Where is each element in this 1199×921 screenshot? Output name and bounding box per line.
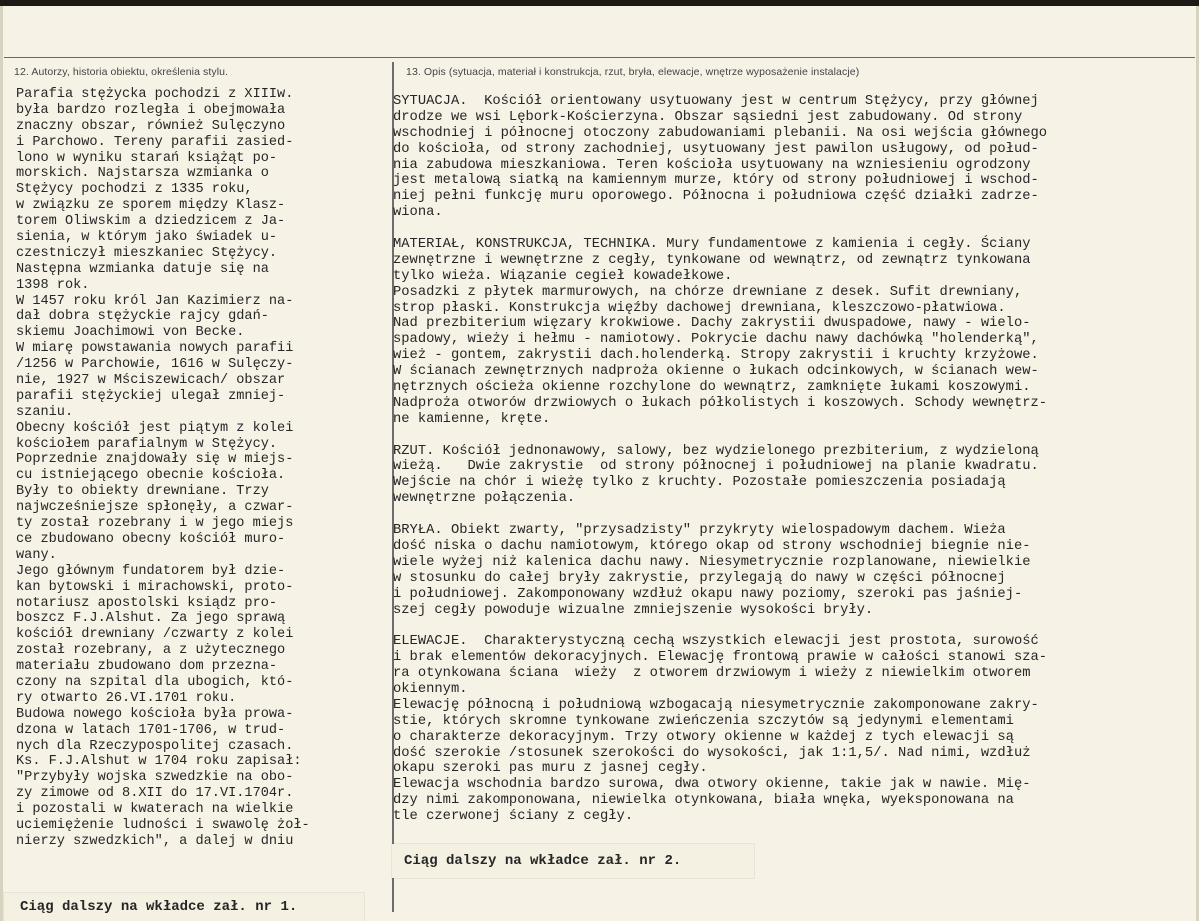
history-line: W 1457 roku król Jan Kazimierz na- bbox=[16, 293, 294, 309]
description-line: W ścianach zewnętrznych nadproża okienne o łukach odcinkowych, w ścianach wew- bbox=[393, 364, 1039, 380]
description-line: Elewacja wschodnia bardzo surowa, dwa otwory okienne, takie jak w nawie. Mię- bbox=[393, 777, 1031, 793]
history-line: Ks. F.J.Alshut w 1704 roku zapisał: bbox=[16, 754, 302, 770]
history-line: Stężycy pochodzi z 1335 roku, bbox=[16, 182, 253, 198]
description-line: nia zabudowa mieszkaniowa. Teren kościoła usytuowany na wzniesieniu ogrodzony bbox=[393, 157, 1031, 173]
history-line: Parafia stężycka pochodzi z XIIIw. bbox=[16, 87, 294, 102]
history-line: znaczny obszar, również Sulęczyno bbox=[16, 118, 286, 134]
description-text-column bbox=[393, 94, 1047, 825]
description-line bbox=[393, 507, 1047, 523]
history-line: uciemiężenie ludności i swawolę żoł- bbox=[16, 817, 310, 833]
history-line: Jego głównym fundatorem był dzie- bbox=[16, 563, 286, 579]
description-line: wewnętrzne połączenia. bbox=[393, 491, 576, 507]
history-line: Poprzednie znajdowały się w miejs- bbox=[16, 452, 294, 468]
description-line: MATERIAŁ, KONSTRUKCJA, TECHNIKA. Mury fundamentowe z kamienia i cegły. Ściany bbox=[393, 237, 1031, 253]
description-line: do kościoła, od strony zachodniej, usytuowany jest pawilon usługowy, od połud- bbox=[393, 141, 1039, 157]
history-line: była bardzo rozległa i obejmowała bbox=[16, 102, 286, 118]
description-line: strop płaski. Konstrukcja więźby dachowej drewniana, kleszczowo-płatwiowa. bbox=[393, 300, 1006, 316]
history-line: Były to obiekty drewniane. Trzy bbox=[16, 484, 269, 500]
description-line: ra otynkowana ściana wieży z otworem drzwiowym i wieży z niewielkim otworem bbox=[393, 666, 1031, 682]
description-line: jest metalową siatką na kamiennym murze, który od strony południowej i wschod- bbox=[393, 173, 1039, 189]
history-line: i pozostali w kwaterach na wielkie bbox=[16, 802, 294, 818]
history-line: notariusz apostolski ksiądz pro- bbox=[16, 595, 278, 611]
history-line: "Przybyły wojska szwedzkie na obo- bbox=[16, 770, 294, 786]
history-line: czestniczył mieszkaniec Stężycy. bbox=[16, 245, 278, 261]
description-line: dość szerokie /stosunek szerokości do wysokości, jak 1:1,5/. Nad nimi, wzdłuż bbox=[393, 745, 1031, 761]
description-line: nętrznych ościeża okienne rozchylone do wewnątrz, zamknięte łukami koszowymi. bbox=[393, 380, 1031, 396]
continuation-note-left: Ciąg dalszy na wkładce zał. nr 1. bbox=[4, 893, 364, 921]
description-line: spadowy, wieży i hełmu - namiotowy. Pokrycie dachu nawy dachówką "holenderką", bbox=[393, 332, 1039, 348]
history-line: skiemu Joachimowi von Becke. bbox=[16, 325, 245, 341]
history-line: boszcz F.J.Alshut. Za jego sprawą bbox=[16, 611, 286, 627]
history-line: Następna wzmianka datuje się na bbox=[16, 261, 269, 277]
description-line: stie, których skromne tynkowane zwieńczenia szczytów są jedynymi elementami bbox=[393, 713, 1014, 729]
header-rule bbox=[4, 57, 1195, 58]
description-line bbox=[393, 428, 1047, 444]
history-line: szaniu. bbox=[16, 404, 74, 420]
description-line: okiennym. bbox=[393, 681, 468, 697]
history-line: czony na szpital dla ubogich, któ- bbox=[16, 674, 294, 690]
history-line: Budowa nowego kościoła była prowa- bbox=[16, 706, 294, 722]
scan-top-edge bbox=[0, 0, 1199, 6]
description-line: wieżą. Dwie zakrystie od strony północnej i południowej na planie kwadratu. bbox=[393, 459, 1039, 475]
history-line: nych dla Rzeczypospolitej czasach. bbox=[16, 738, 294, 754]
history-line: nierzy szwedzkich", a dalej w dniu bbox=[16, 833, 294, 849]
history-line: parafii stężyckiej ulegał zmniej- bbox=[16, 388, 286, 404]
description-line: Nad prezbiterium więzary krokwiowe. Dachy zakrystii dwuspadowe, nawy - wielo- bbox=[393, 316, 1031, 332]
history-line: cu istniejącego obecnie kościoła. bbox=[16, 468, 286, 484]
history-line: Obecny kościół jest piątym z kolei bbox=[16, 420, 294, 436]
history-line: został rozebrany, a z użytecznego bbox=[16, 643, 286, 659]
description-line: Posadzki z płytek marmurowych, na chórze drewniane z desek. Sufit drewniany, bbox=[393, 284, 1023, 300]
history-line: sienia, w którym jako świadek u- bbox=[16, 230, 278, 246]
description-line: i południowej. Zakomponowany wzdłuż okapu nawy poziomy, szeroki pas jaśniej- bbox=[393, 586, 1023, 602]
description-line: i brak elementów dekoracyjnych. Elewację frontową prawie w całości stanowi sza- bbox=[393, 650, 1048, 666]
description-line: wież - gontem, zakrystii dach.holenderką. Stropy zakrystii i kruchty krzyżowe. bbox=[393, 348, 1039, 364]
description-line: Nadproża otworów drzwiowych o łukach półkolistych i koszowych. Schody wewnętrz- bbox=[393, 395, 1048, 411]
history-line: kościół drewniany /czwarty z kolei bbox=[16, 627, 294, 643]
description-line: szej cegły powoduje wizualne zmniejszenie wysokości bryły. bbox=[393, 602, 874, 618]
history-text-column bbox=[16, 87, 310, 850]
description-line: tylko wieża. Wiązanie cegieł kowadełkowe. bbox=[393, 268, 733, 284]
section-13-heading: 13. Opis (sytuacja, materiał i konstrukcja, rzut, bryła, elewacje, wnętrze wyposażenie instalacje) bbox=[406, 66, 860, 78]
history-line: ry otwarto 26.VI.1701 roku. bbox=[16, 690, 237, 706]
description-line: okapu szeroki pas muru z jasnej cegły. bbox=[393, 761, 708, 777]
description-line: wschodniej i północnej otoczony zabudowaniami plebanii. Na osi wejścia głównego bbox=[393, 125, 1048, 141]
description-line: wiona. bbox=[393, 205, 443, 221]
history-line: /1256 w Parchowie, 1616 w Sulęczy- bbox=[16, 357, 294, 373]
history-line: kan bytowski i mirachowski, proto- bbox=[16, 579, 294, 595]
description-line: wiele wyżej niż kalenica dachu nawy. Niesymetrycznie rozplanowane, niewielkie bbox=[393, 554, 1031, 570]
history-line: w związku ze sporem między Klasz- bbox=[16, 198, 286, 214]
history-line: i Parchowo. Tereny parafii zasied- bbox=[16, 134, 294, 150]
description-line: ne kamienne, kręte. bbox=[393, 411, 551, 427]
history-line: dzona w latach 1701-1706, w trud- bbox=[16, 722, 286, 738]
history-line: W miarę powstawania nowych parafii bbox=[16, 341, 294, 357]
description-line: dzy nimi zakomponowana, niewielka otynkowana, biała wnęka, wyeksponowana na bbox=[393, 793, 1014, 809]
description-line: dość niska o dachu namiotowym, którego okap od strony wschodniej biegnie nie- bbox=[393, 538, 1031, 554]
description-line: Wejście na chór i wieżę tylko z kruchty. Pozostałe pomieszczenia posiadają bbox=[393, 475, 1006, 491]
history-line: najwcześniejsze spłonęły, a czwar- bbox=[16, 500, 294, 516]
description-line: BRYŁA. Obiekt zwarty, "przysadzisty" przykryty wielospadowym dachem. Wieża bbox=[393, 523, 1006, 539]
continuation-note-right: Ciąg dalszy na wkładce zał. nr 2. bbox=[392, 844, 754, 878]
description-line: ELEWACJE. Charakterystyczną cechą wszystkich elewacji jest prostota, surowość bbox=[393, 634, 1039, 650]
description-line: drodze we wsi Lębork-Kościerzyna. Obszar sąsiedni jest zabudowany. Od strony bbox=[393, 109, 1023, 125]
history-line: zy zimowe od 8.XII do 17.VI.1704r. bbox=[16, 786, 294, 802]
history-line: nie, 1927 w Mściszewicach/ obszar bbox=[16, 373, 286, 389]
history-line: 1398 rok. bbox=[16, 277, 90, 293]
description-line: SYTUACJA. Kościół orientowany usytuowany jest w centrum Stężycy, przy głównej bbox=[393, 94, 1039, 109]
description-line: zewnętrzne i wewnętrzne z cegły, tynkowane od wewnątrz, od zewnątrz tynkowana bbox=[393, 252, 1031, 268]
history-line: lono w wyniku starań książąt po- bbox=[16, 150, 278, 166]
description-line bbox=[393, 221, 1047, 237]
description-line: RZUT. Kościół jednonawowy, salowy, bez wydzielonego prezbiterium, z wydzieloną bbox=[393, 443, 1039, 459]
history-line: morskich. Najstarsza wzmianka o bbox=[16, 166, 269, 182]
description-line: Elewację północną i południową wzbogacają niesymetrycznie zakomponowane zakry- bbox=[393, 697, 1039, 713]
description-line bbox=[393, 618, 1047, 634]
description-line: tle czerwonej ściany z cegły. bbox=[393, 809, 634, 825]
description-line: niej pełni funkcję muru oporowego. Północna i południowa część działki zadrze- bbox=[393, 189, 1039, 205]
description-line: o charakterze dekoracyjnym. Trzy otwory okienne w każdej z tych elewacji są bbox=[393, 729, 1014, 745]
history-line: ce zbudowano obecny kościół muro- bbox=[16, 531, 286, 547]
description-line: w stosunku do całej bryły zakrystie, przylegają do nawy w części północnej bbox=[393, 570, 1006, 586]
section-12-heading: 12. Autorzy, historia obiektu, określenia stylu. bbox=[14, 66, 229, 78]
history-line: ty został rozebrany i w jego miejs bbox=[16, 516, 294, 532]
history-line: torem Oliwskim a dziedzicem z Ja- bbox=[16, 214, 286, 230]
history-line: dał dobra stężyckie rajcy gdań- bbox=[16, 309, 269, 325]
history-line: wany. bbox=[16, 547, 57, 563]
history-line: materiału zbudowano dom przezna- bbox=[16, 659, 278, 675]
scan-left-edge bbox=[0, 6, 3, 921]
history-line: kościołem parafialnym w Stężycy. bbox=[16, 436, 278, 452]
